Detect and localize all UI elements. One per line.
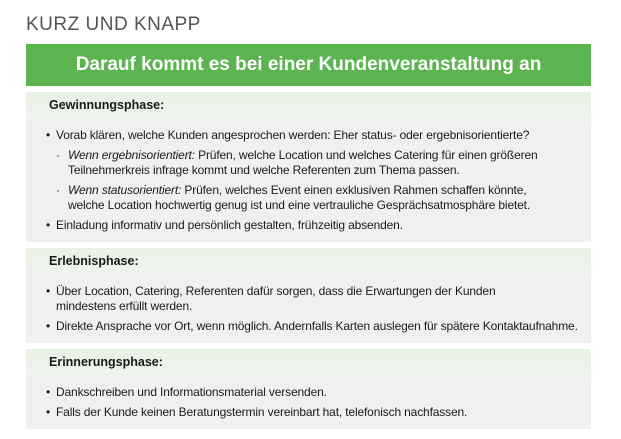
- list-item: [46, 385, 581, 400]
- item-text: Falls der Kunde keinen Beratungstermin vereinbart hat, telefonisch nachfassen.: [56, 405, 468, 419]
- item-label: Wenn ergebnisorientiert:: [68, 148, 195, 162]
- section-heading: Gewinnungsphase:: [49, 98, 165, 112]
- section-erlebnisphase: [26, 248, 591, 343]
- section-heading: Erinnerungsphase:: [49, 355, 163, 369]
- item-label: Wenn statusorientiert:: [68, 183, 182, 197]
- item-text: Direkte Ansprache vor Ort, wenn möglich. Andernfalls Karten auslegen für spätere Kontaktaufnahme.: [56, 319, 578, 333]
- item-text: Über Location, Catering, Referenten dafür sorgen, dass die Erwartungen der Kunden mindestens erfüllt werden.: [56, 284, 496, 313]
- list-item: [46, 319, 581, 334]
- list-item: [46, 284, 526, 314]
- list-item: [46, 218, 581, 233]
- sub-list-item: [46, 183, 548, 213]
- item-text: Einladung informativ und persönlich gestalten, frühzeitig absenden.: [56, 218, 403, 232]
- item-text: Prüfen, welche Location und welches Catering für einen größeren Teilnehmerkreis infrage kommt und welche Referenten zum Thema passen.: [68, 148, 538, 177]
- main-title: Darauf kommt es bei einer Kundenveranstaltung an: [26, 44, 591, 86]
- kicker: KURZ UND KNAPP: [26, 14, 201, 35]
- item-text: Dankschreiben und Informationsmaterial versenden.: [56, 385, 327, 399]
- section-gewinnungsphase: [26, 92, 591, 242]
- list-item: [46, 405, 581, 420]
- section-erinnerungsphase: [26, 349, 591, 429]
- sub-list-item: [46, 148, 548, 178]
- item-text: Vorab klären, welche Kunden angesprochen werden: Eher status- oder ergebnisorientierte?: [56, 128, 530, 142]
- item-text: Prüfen, welches Event einen exklusiven Rahmen schaffen könnte, welche Location hochwertig genug ist und eine vertrauliche Gesprächsatmosphäre bietet.: [68, 183, 531, 212]
- list-item: [46, 128, 581, 143]
- section-heading: Erlebnisphase:: [49, 254, 139, 268]
